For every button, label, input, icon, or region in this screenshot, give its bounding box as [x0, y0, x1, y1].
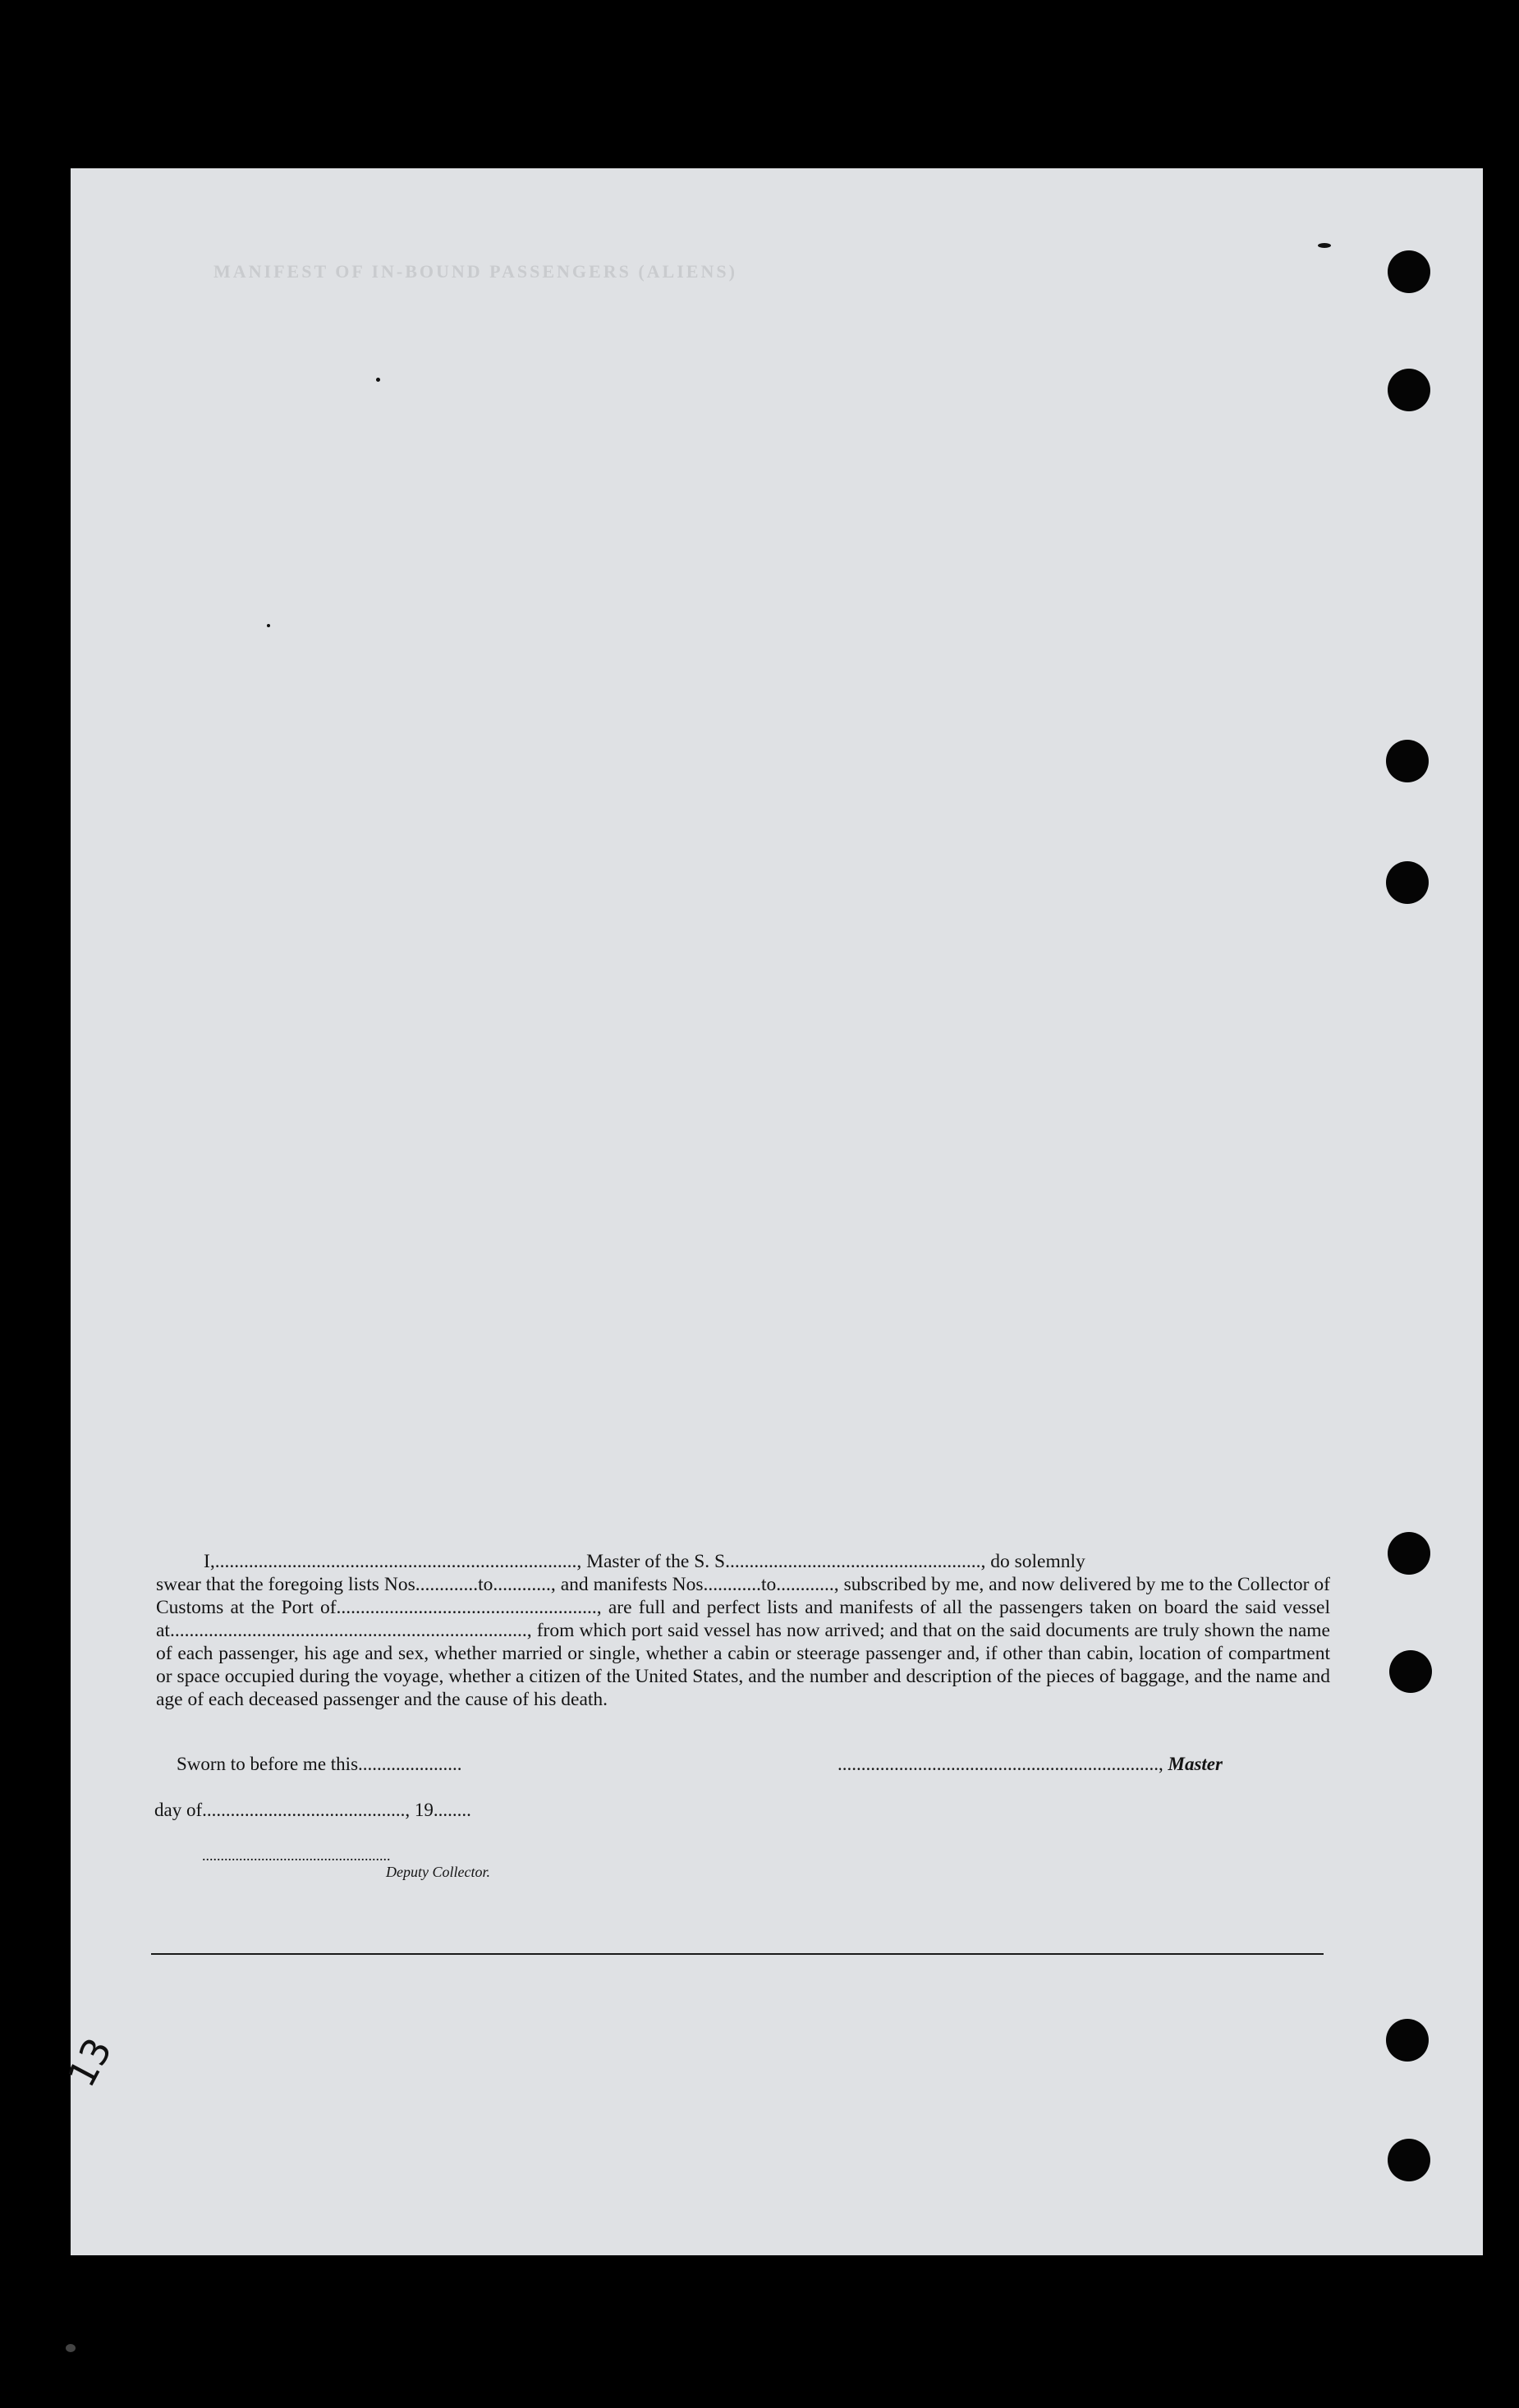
paper-speck [66, 2344, 76, 2352]
handwritten-margin-mark: 13 [58, 2030, 121, 2094]
horizontal-rule [151, 1953, 1324, 1955]
punch-hole [1388, 250, 1430, 293]
sworn-line: Sworn to before me this...................... [177, 1754, 462, 1774]
master-signature-dots: ...................................................................., [838, 1754, 1163, 1774]
punch-hole [1388, 2139, 1430, 2181]
oath-body-text: swear that the foregoing lists Nos.............to............, and manifests Nos............to............, subscribed by me, and now delivered by me to the Collector of Customs at the Port of......................................................, are full and perfect lists and manifests of all the passengers taken on board the said vessel at.........................................................................., from which port said vessel has now arrived; and that on the said documents are truly shown the name of each passenger, his age and sex, whether married or single, whether a cabin or steerage passenger and, if other than cabin, location of compartment or space occupied during the voyage, whether a citizen of the United States, and the number and description of the pieces of baggage, and the name and age of each deceased passenger and the cause of his death. [156, 1574, 1330, 1710]
oath-first-line: I,..........................................................................., Master of the S. S....................................................., do solemnly [204, 1551, 1085, 1572]
paper-speck [376, 378, 380, 382]
punch-hole [1388, 369, 1430, 411]
paper-speck [267, 624, 270, 627]
paper-speck [1318, 243, 1331, 248]
deputy-collector-label: Deputy Collector. [386, 1864, 490, 1880]
punch-hole [1389, 1650, 1432, 1693]
deputy-signature-dots: ................................................... [202, 1847, 391, 1864]
punch-hole [1386, 740, 1429, 782]
punch-hole [1388, 1532, 1430, 1575]
day-line: day of..........................................., 19........ [154, 1800, 471, 1820]
master-label: Master [1168, 1754, 1223, 1774]
master-signature-line [838, 1754, 1223, 1775]
punch-hole [1386, 2019, 1429, 2062]
document-page [71, 168, 1483, 2255]
master-oath-paragraph [156, 1550, 1330, 1711]
faded-header-text: MANIFEST OF IN-BOUND PASSENGERS (ALIENS) [213, 261, 737, 282]
punch-hole [1386, 861, 1429, 904]
